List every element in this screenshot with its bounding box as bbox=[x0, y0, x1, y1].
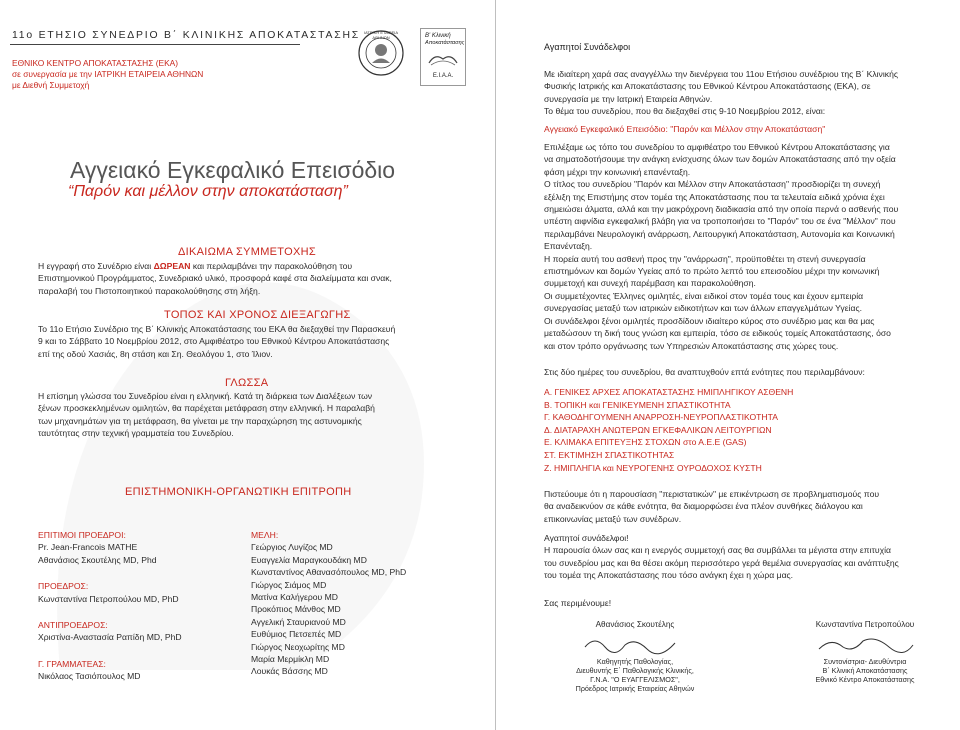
topics-list bbox=[544, 386, 944, 474]
hands-icon bbox=[427, 49, 459, 69]
topics-intro: Στις δύο ημέρες του συνεδρίου, θα αναπτυχθούν επτά ενότητες που περιλαμβάνουν: bbox=[544, 367, 865, 377]
member-item: Προκόπιος Μάνθος MD bbox=[251, 604, 341, 615]
signatory-2-name: Κωνσταντίνα Πετροπούλου bbox=[815, 620, 915, 629]
letter-line: Αγαπητοί συνάδελφοι! bbox=[544, 533, 629, 543]
venue-line-3: επί της οδού Χασιάς, 8η στάση και Ση. Θεολόγου 1, στο Ίλιον. bbox=[38, 348, 273, 359]
letter-line: επικοινωνίας μεταξύ των συνέδρων. bbox=[544, 513, 682, 524]
letter-line: Οι συνάδελφοι ξένοι ομιλητές προσδίδουν ιδιαίτερο κύρος στο συνέδριο μας και θα μας bbox=[544, 315, 875, 326]
letter-paragraph-1 bbox=[544, 68, 944, 118]
letter-line: Οι συμμετέχοντες Έλληνες ομιλητές, είναι ειδικοί στον τομέα τους και έχουν εμπειρία bbox=[544, 290, 864, 301]
secretary-label: Γ. ΓΡΑΜΜΑΤΕΑΣ: bbox=[38, 658, 106, 669]
letter-line: του τομέα της Αποκατάστασης που τόσο ανάγκη έχει η χώρα μας. bbox=[544, 570, 794, 581]
letter-paragraph-3 bbox=[544, 488, 944, 525]
signature-1-scribble bbox=[575, 633, 695, 655]
letter-line: συνεργασίας μεταξύ των ιατρικών ειδικοτήτων και των άλλων επαγγελμάτων Υγείας. bbox=[544, 303, 862, 314]
honorary-president-1: Pr. Jean-Francois MATHE bbox=[38, 542, 138, 553]
language-line-2: ξένων προσκεκλημένων ομιλητών, θα παρέχεται μετάφραση στην ελληνική. Η παραλαβή bbox=[38, 403, 375, 414]
topic-item: Γ. ΚΑΘΟΔΗΓΟΥΜΕΝΗ ΑΝΑΡΡΟΣΗ-ΝΕΥΡΟΠΛΑΣΤΙΚΟΤΗΤΑ bbox=[544, 412, 778, 423]
signature-2-scribble bbox=[805, 633, 925, 655]
honorary-presidents-label: ΕΠΙΤΙΜΟΙ ΠΡΟΕΔΡΟΙ: bbox=[38, 530, 126, 540]
member-item: Γιώργος Σιάμος MD bbox=[251, 579, 327, 590]
language-line-3: των μηχανημάτων για τη μετάφραση, θα γίνεται με την παραχώρηση της αστυνομικής bbox=[38, 415, 362, 426]
language-text bbox=[38, 390, 478, 440]
letter-line: μεταδώσουν τη δική τους γνώση και εμπειρία, τόσο σε ειδικούς τομείς Αποκατάστασης, όσο bbox=[544, 328, 891, 339]
participation-heading: ΔΙΚΑΙΩΜΑ ΣΥΜΜΕΤΟΧΗΣ bbox=[178, 246, 316, 258]
letter-line: Επανένταξη. bbox=[544, 241, 593, 252]
member-item: Μαρία Μερμίκλη MD bbox=[251, 654, 330, 665]
letter-line: περιλαμβάνει Νευρολογική ανάρρωση, Λειτουργική Αποκατάσταση, Αυτονομία και Κοινωνική bbox=[544, 228, 895, 239]
venue-heading: ΤΟΠΟΣ ΚΑΙ ΧΡΟΝΟΣ ΔΙΕΞΑΓΩΓΗΣ bbox=[164, 309, 351, 321]
letter-line: Η πορεία αυτή του ασθενή προς την "ανάρρωση", προϋποθέτει τη στενή συνεργασία bbox=[544, 253, 866, 264]
committee-officers bbox=[38, 529, 248, 683]
venue-line-2: 9 και το Σάββατο 10 Νοεμβρίου 2012, στο Αμφιθέατρο του Εθνικού Κέντρου Αποκατάστασης bbox=[38, 336, 390, 347]
seal-text: ΙΑΤΡΙΚΗ ΕΤΑΙΡΕΙΑ ΑΘΗΝΩΝ bbox=[363, 30, 399, 40]
member-item: Λουκάς Βάσσης MD bbox=[251, 666, 328, 677]
committee-members bbox=[251, 529, 481, 678]
letter-line: να σηματοδοτήσουμε την ανάγκη ενίσχυσης όλων των δομών Αποκατάστασης από την οξεία bbox=[544, 154, 896, 165]
clinic-logo-line-1: Β' Κλινική bbox=[425, 33, 451, 39]
free-label: ΔΩΡΕΑΝ bbox=[153, 261, 191, 271]
clinic-logo-line-3: Ε.Ι.Α.Α. bbox=[432, 73, 454, 79]
topic-item: Ε. ΚΛΙΜΑΚΑ ΕΠΙΤΕΥΞΗΣ ΣΤΟΧΩΝ στο Α.Ε.Ε (GAS) bbox=[544, 437, 747, 448]
honorary-president-2: Αθανάσιος Σκουτέλης MD, Phd bbox=[38, 554, 157, 565]
letter-line: Πιστεύουμε ότι η παρουσίαση "περιστατικών" με επικέντρωση σε προβληματισμούς που bbox=[544, 489, 880, 499]
letter-line: θα αναδεικνύον σε κάθε ενότητα, θα διαμορφώσει ένα πλέον συνθήκες διάλογου και bbox=[544, 501, 863, 512]
page-title: Αγγειακό Εγκεφαλικό Επεισόδιο bbox=[70, 157, 396, 183]
participation-line-2: Επιστημονικού Προγράμματος, Συνεδριακό υλικό, προσφορά καφέ στα διαλείμματα και σνακ, bbox=[38, 273, 392, 284]
letter-line: φάση μέχρι την κοινωνική επανένταξη. bbox=[544, 166, 691, 177]
header-rule bbox=[10, 44, 300, 45]
committee-heading: ΕΠΙΣΤΗΜΟΝΙΚΗ-ΟΡΓΑΝΩΤΙΚΗ ΕΠΙΤΡΟΠΗ bbox=[125, 486, 352, 498]
topic-item: Β. ΤΟΠΙΚΗ και ΓΕΝΙΚΕΥΜΕΝΗ ΣΠΑΣΤΙΚΟΤΗΤΑ bbox=[544, 399, 731, 410]
president-label: ΠΡΟΕΔΡΟΣ: bbox=[38, 581, 89, 592]
vice-president-label: ΑΝΤΙΠΡΟΕΔΡΟΣ: bbox=[38, 620, 108, 631]
organizer-block bbox=[12, 58, 203, 91]
language-line-4: ταυτότητας στην τεχνική γραμματεία του Συνεδρίου. bbox=[38, 428, 234, 439]
letter-line: Επιλέξαμε ως τόπο του συνεδρίου το αμφιθέατρο του Εθνικού Κέντρου Αποκατάστασης για bbox=[544, 142, 890, 152]
signatory-1-title-line: Γ.Ν.Α. "Ο ΕΥΑΓΓΕΛΙΣΜΟΣ", bbox=[590, 674, 680, 684]
letter-line: συνεργασία με την Ιατρική Εταιρεία Αθηνών. bbox=[544, 93, 713, 104]
page-divider bbox=[495, 0, 496, 730]
topic-item: Ζ. ΗΜΙΠΛΗΓΙΑ και ΝΕΥΡΟΓΕΝΗΣ ΟΥΡΟΔΟΧΟΣ ΚΥΣΤΗ bbox=[544, 462, 762, 473]
letter-line: Φυσικής Ιατρικής και Αποκατάστασης του Εθνικού Κέντρου Αποκατάστασης (ΕΚΑ), σε bbox=[544, 81, 871, 92]
language-line-1: Η επίσημη γλώσσα του Συνεδρίου είναι η ελληνική. Κατά τη διάρκεια των Διαλέξεων των bbox=[38, 391, 373, 401]
president-name: Κωνσταντίνα Πετροπούλου MD, PhD bbox=[38, 593, 179, 604]
signatory-1-title-line: Πρόεδρος Ιατρικής Εταιρείας Αθηνών bbox=[575, 684, 695, 694]
signatory-1-name: Αθανάσιος Σκουτέλης bbox=[595, 620, 675, 629]
signatory-1-title-line: Διευθυντής Ε΄ Παθολογικής Κλινικής, bbox=[576, 665, 694, 675]
participation-text bbox=[38, 260, 478, 297]
organizer-line-3: με Διεθνή Συμμετοχή bbox=[12, 80, 90, 90]
member-item: Ευθύμιος Πετσεπές MD bbox=[251, 629, 342, 640]
letter-line: Ο τίτλος του συνεδρίου "Παρόν και Μέλλον στην Αποκατάσταση" προσδιορίζει τη συνεχή bbox=[544, 179, 881, 190]
participation-line-1c: και περιλαμβάνει την παρακολούθηση του bbox=[190, 261, 353, 271]
closing-text: Σας περιμένουμε! bbox=[544, 598, 612, 608]
conference-title: 11ο ΕΤΗΣΙΟ ΣΥΝΕΔΡΙΟ Β΄ ΚΛΙΝΙΚΗΣ ΑΠΟΚΑΤΑΣΤΑΣΗΣ bbox=[12, 30, 361, 41]
vice-president-name: Χριστίνα-Αναστασία Ραπίδη MD, PhD bbox=[38, 632, 182, 643]
secretary-name: Νικόλαος Τασιόπουλος MD bbox=[38, 671, 141, 682]
letter-theme: Αγγειακό Εγκεφαλικό Επεισόδιο: "Παρόν και Μέλλον στην Αποκατάσταση" bbox=[544, 124, 826, 134]
signature-block-2 bbox=[780, 620, 950, 684]
society-seal-logo bbox=[358, 30, 404, 76]
letter-line: Με ιδιαίτερη χαρά σας αναγγέλλω την διενέργεια του 11ου Ετήσιου συνέδριου της Β΄ Κλινικής bbox=[544, 69, 898, 79]
member-item: Ευαγγελία Μαραγκουδάκη MD bbox=[251, 554, 367, 565]
signatory-2-title-line: Β΄ Κλινική Αποκατάστασης bbox=[822, 665, 908, 675]
letter-line: συμμετοχή και συνεχή παρέμβαση και παρακολούθηση. bbox=[544, 278, 756, 289]
letter-line: του συνεδρίου μας και θα θέσει ακόμη περισσότερο γερά θεμέλια συνεργασίας και ανάπτυξης bbox=[544, 557, 899, 568]
page-subtitle: “Παρόν και μέλλον στην αποκατάσταση” bbox=[68, 183, 348, 200]
clinic-logo bbox=[420, 28, 466, 86]
letter-line: υπέστη αιφνίδια εγκεφαλική βλάβη για να τροποποιήσει το "Παρόν" του σε ένα "Μέλλον" που bbox=[544, 216, 896, 227]
topic-item: Α. ΓΕΝΙΚΕΣ ΑΡΧΕΣ ΑΠΟΚΑΤΑΣΤΑΣΗΣ ΗΜΙΠΛΗΓΙΚΟΥ ΑΣΘΕΝΗ bbox=[544, 387, 794, 397]
participation-line-1a: Η εγγραφή στο Συνέδριο είναι bbox=[38, 261, 154, 271]
member-item: Γεώργιος Λυγίζος MD bbox=[251, 542, 333, 553]
letter-line: επιστημόνων και δομών Υγείας από το πρώτο λεπτό του επεισοδίου μέχρι την κοινωνική bbox=[544, 266, 880, 277]
letter-line: σημειώσει άλματα, αλλά και την μακρόχρονη διαδικασία από την οποία περνά ο ασθενής που bbox=[544, 204, 899, 215]
letter-greeting: Αγαπητοί Συνάδελφοι bbox=[544, 42, 631, 52]
letter-paragraph-4 bbox=[544, 532, 948, 582]
organizer-line-1: ΕΘΝΙΚΟ ΚΕΝΤΡΟ ΑΠΟΚΑΤΑΣΤΑΣΗΣ (ΕΚΑ) bbox=[12, 58, 179, 68]
members-label: ΜΕΛΗ: bbox=[251, 530, 279, 540]
letter-paragraph-2 bbox=[544, 141, 948, 352]
venue-text bbox=[38, 323, 478, 360]
member-item: Γιώργος Νεοχωρίτης MD bbox=[251, 641, 345, 652]
signatory-1-title-line: Καθηγητής Παθολογίας, bbox=[596, 656, 674, 666]
organizer-line-2: σε συνεργασία με την ΙΑΤΡΙΚΗ ΕΤΑΙΡΕΙΑ ΑΘΗΝΩΝ bbox=[12, 69, 204, 79]
letter-line: Το θέμα του συνεδρίου, που θα διεξαχθεί στις 9-10 Νοεμβρίου 2012, είναι: bbox=[544, 106, 826, 117]
clinic-logo-line-2: Αποκατάστασης bbox=[425, 40, 465, 46]
topic-item: Δ. ΔΙΑΤΑΡΑΧΗ ΑΝΩΤΕΡΩΝ ΕΓΚΕΦΑΛΙΚΩΝ ΛΕΙΤΟΥΡΓΙΩΝ bbox=[544, 424, 772, 435]
letter-line: εξέλιξη της Επιστήμης στον τομέα της Αποκατάστασης που τα τελευταία ειδικά χρόνια έχει bbox=[544, 191, 885, 202]
participation-line-3: παραλαβή του Πιστοποιητικού παρακολούθησης στη λήξη. bbox=[38, 285, 261, 296]
language-heading: ΓΛΩΣΣΑ bbox=[225, 377, 269, 389]
letter-line: και στον τρόπο οργάνωσης των Υπηρεσιών Αποκατάστασης στις χώρες τους. bbox=[544, 340, 839, 351]
signature-block-1 bbox=[540, 620, 730, 693]
member-item: Ματίνα Καλήγερου MD bbox=[251, 592, 339, 603]
member-item: Κωνσταντίνος Αθανασόπουλος MD, PhD bbox=[251, 567, 407, 578]
signatory-2-title-line: Συντονίστρια- Διευθύντρια bbox=[823, 656, 907, 666]
member-item: Αγγελική Σταυριανού MD bbox=[251, 616, 346, 627]
topic-item: ΣΤ. ΕΚΤΙΜΗΣΗ ΣΠΑΣΤΙΚΟΤΗΤΑΣ bbox=[544, 449, 675, 460]
venue-line-1: Το 11ο Ετήσιο Συνέδριο της Β΄ Κλινικής Αποκατάστασης του ΕΚΑ θα διεξαχθεί την Παρασκευή bbox=[38, 324, 396, 334]
signatory-2-title-line: Εθνικό Κέντρο Αποκατάστασης bbox=[815, 674, 915, 684]
letter-line: Η παρουσία όλων σας και η ενεργός συμμετοχή σας θα συμβάλλει τα μέγιστα στην επιτυχία bbox=[544, 545, 891, 556]
